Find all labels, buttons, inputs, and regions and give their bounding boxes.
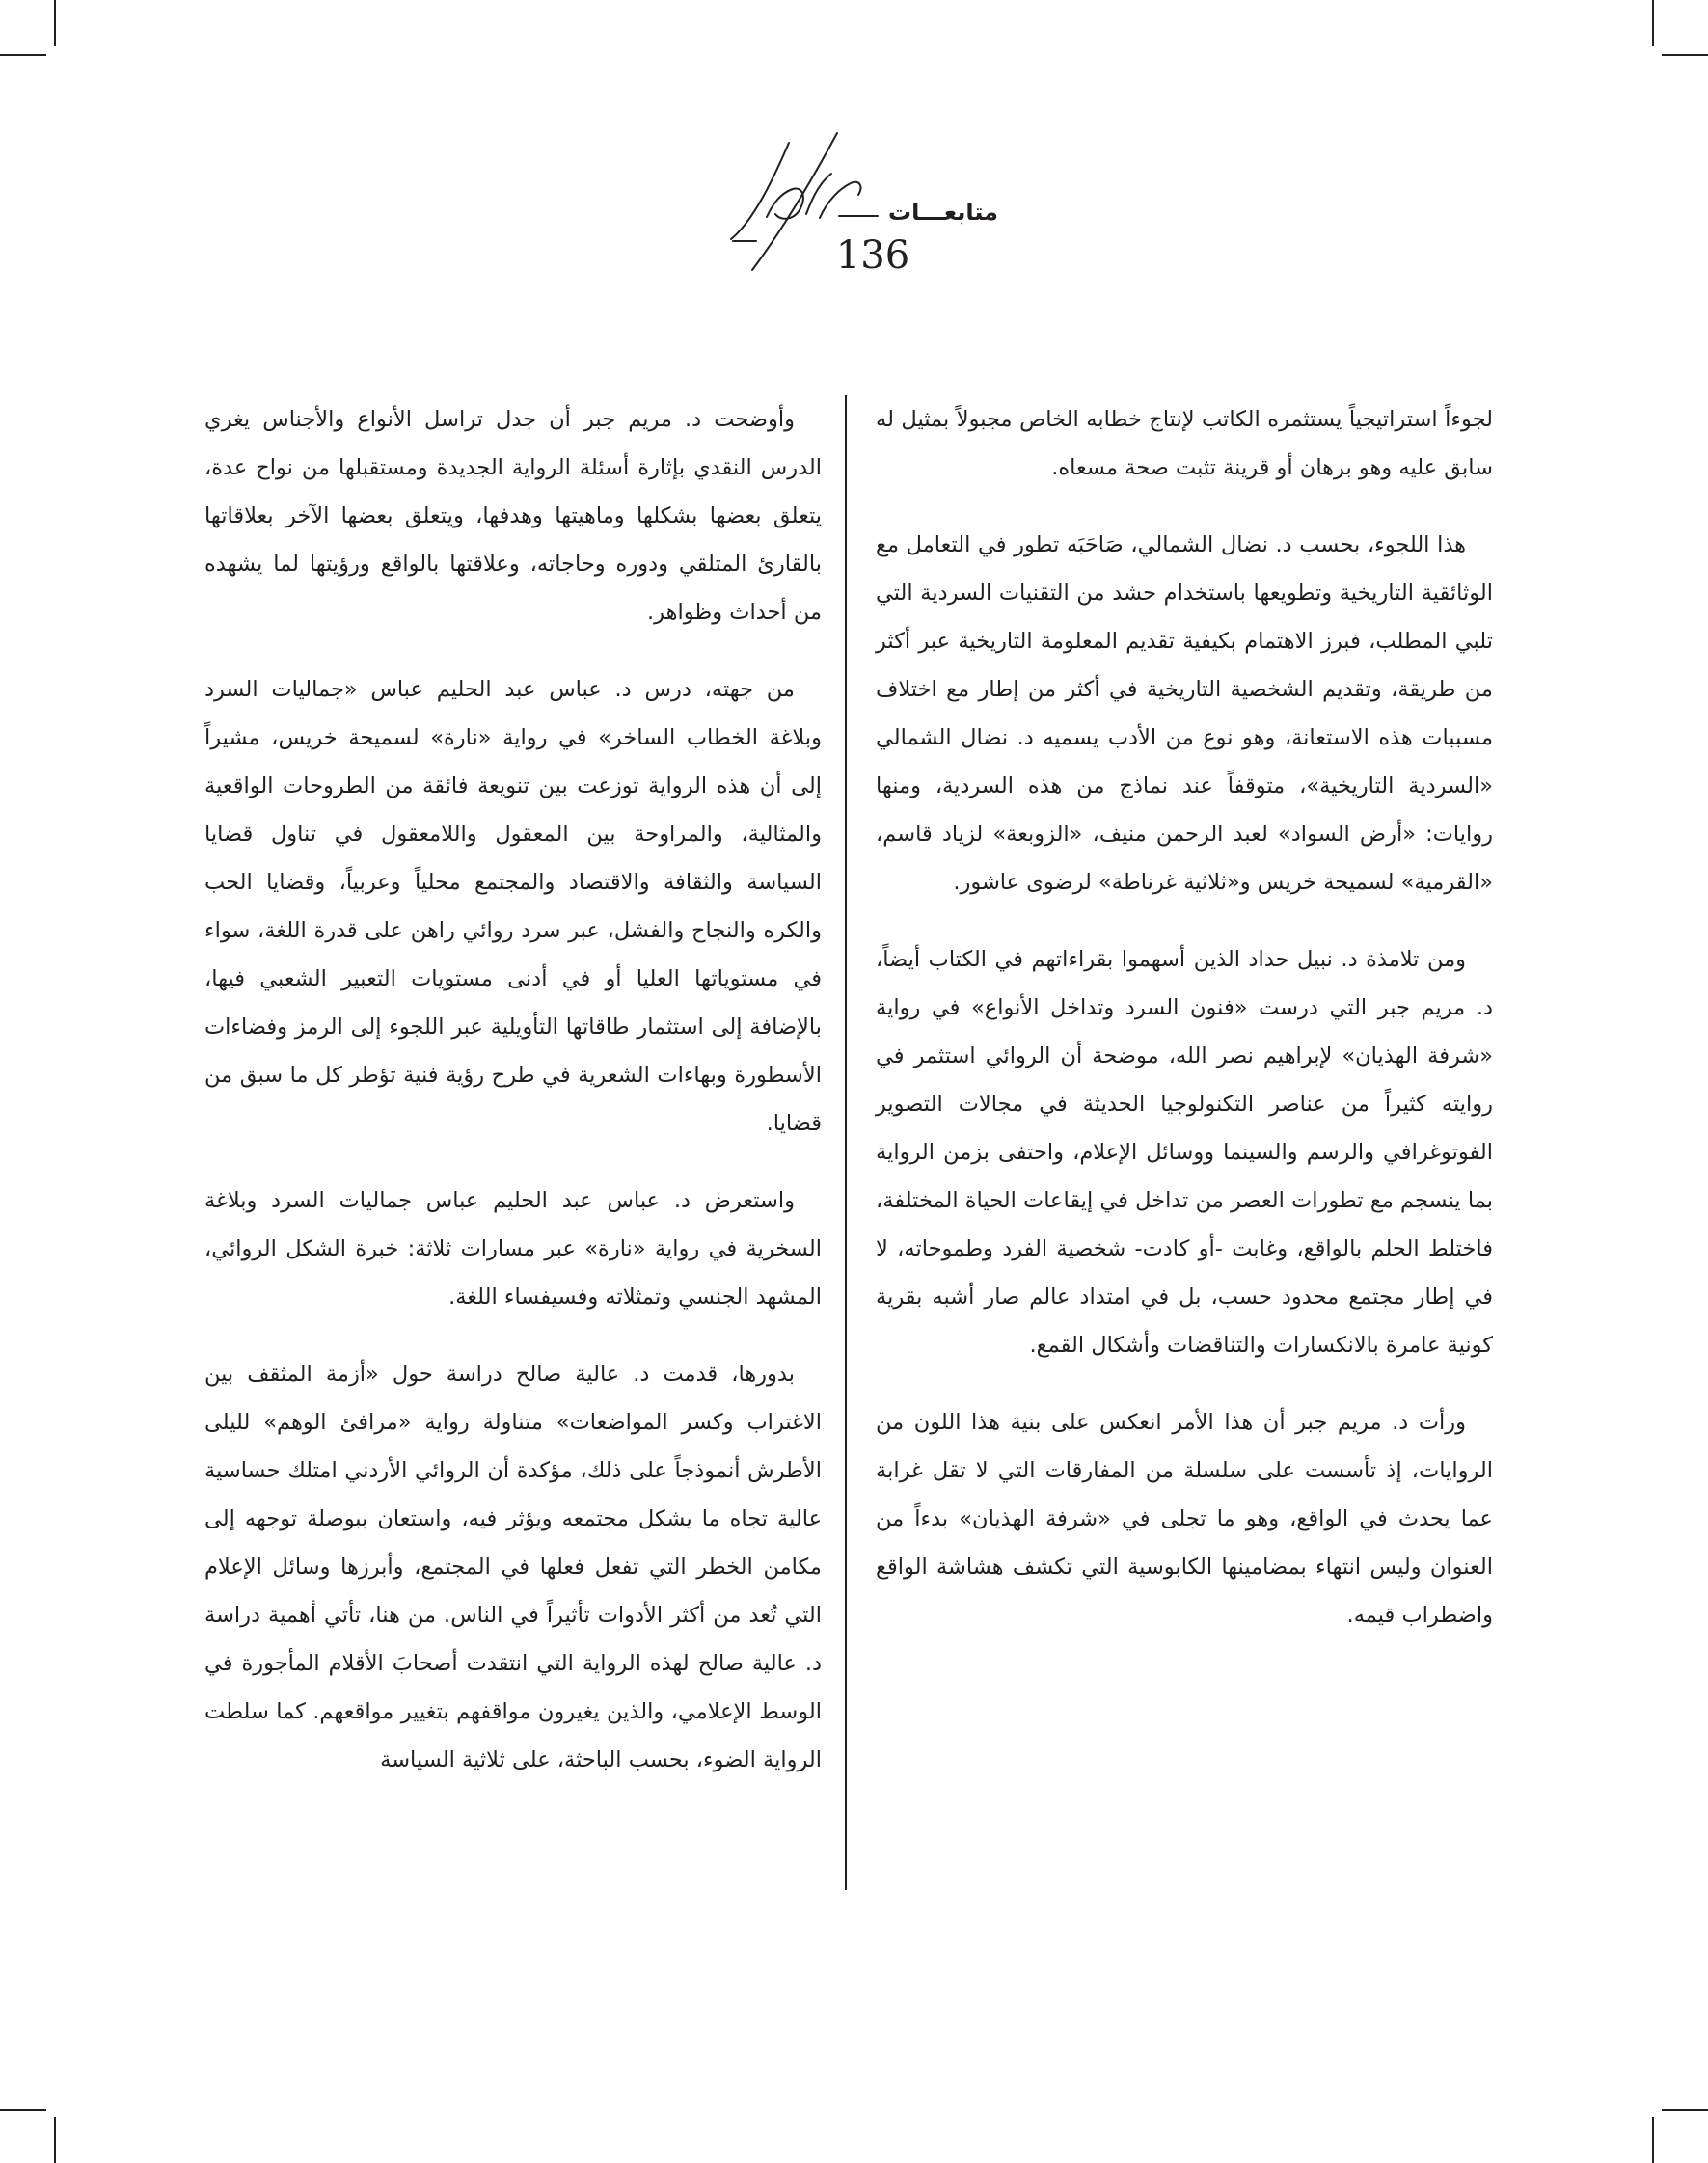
- page-number: 136: [835, 233, 910, 278]
- page-header: [694, 125, 1003, 289]
- crop-mark-bottom-right-h: [1662, 2109, 1708, 2111]
- crop-mark-top-right: [1652, 0, 1654, 46]
- paragraph: بدورها، قدمت د. عالية صالح دراسة حول «أزمة المثقف بين الاغتراب وكسر المواضعات» متناولة رواية «مرافئ الوهم» لليلى الأطرش أنموذجاً على ذلك، مؤكدة أن الروائي الأردني امتلك حساسية عالية تجاه ما يشكل مجتمعه ويؤثر فيه، واستعان ببوصلة توجهه إلى مكامن الخطر التي تفعل فعلها في المجتمع، وأبرزها وسائل الإعلام التي تُعد من أكثر الأدوات تأثيراً في الناس. من هنا، تأتي أهمية دراسة د. عالية صالح لهذه الرواية التي انتقدت أصحابَ الأقلام المأجورة في الوسط الإعلامي، والذين يغيرون مواقفهم بتغيير مواقعهم. كما سلطت الرواية الضوء، بحسب الباحثة، على ثلاثية السياسة: [204, 1362, 822, 1772]
- paragraph: وأوضحت د. مريم جبر أن جدل تراسل الأنواع والأجناس يغري الدرس النقدي بإثارة أسئلة الرواية الجديدة ومستقبلها من نواح عدة، يتعلق بعضها بشكلها وماهيتها وهدفها، ويتعلق بعضها الآخر بعلاقاتها بالقارئ المتلقي ودوره وحاجاته، وعلاقتها بالواقع ورؤيتها لما يشهده من أحداث وظواهر.: [204, 407, 822, 625]
- paragraph: لجوءاً استراتيجياً يستثمره الكاتب لإنتاج خطابه الخاص مجبولاً بمثيل له سابق عليه وهو برهان أو قرينة تثبت صحة مسعاه.: [876, 407, 1493, 480]
- crop-mark-top-right-h: [1662, 54, 1708, 56]
- text-column-right: [876, 395, 1493, 1668]
- crop-mark-bottom-left: [54, 2117, 56, 2163]
- column-divider: [845, 395, 847, 1890]
- section-label: متابعـــات: [888, 199, 998, 226]
- crop-mark-bottom-right: [1652, 2117, 1654, 2163]
- paragraph: هذا اللجوء، بحسب د. نضال الشمالي، صَاحَبَه تطور في التعامل مع الوثائقية التاريخية وتطويعها باستخدام حشد من التقنيات السردية التي تلبي المطلب، فبرز الاهتمام بكيفية تقديم المعلومة التاريخية عبر أكثر من طريقة، وتقديم الشخصية التاريخية في أكثر من إطار مع اختلاف مسببات هذه الاستعانة، وهو نوع من الأدب يسميه د. نضال الشمالي «السردية التاريخية»، متوقفاً عند نماذج من هذه السردية، ومنها روايات: «أرض السواد» لعبد الرحمن منيف، «الزوبعة» لزياد قاسم، «القرمية» لسميحة خريس و«ثلاثية غرناطة» لرضوى عاشور.: [876, 532, 1493, 895]
- paragraph: من جهته، درس د. عباس عبد الحليم عباس «جماليات السرد وبلاغة الخطاب الساخر» في رواية «نارة» لسميحة خريس، مشيراً إلى أن هذه الرواية توزعت بين تنويعة فائقة من الطروحات الواقعية والمثالية، والمراوحة بين المعقول واللامعقول في تناول قضايا السياسة والثقافة والاقتصاد والمجتمع محلياً وعربياً، وقضايا الحب والكره والنجاح والفشل، عبر سرد روائي راهن على قدرة اللغة، سواء في مستوياتها العليا أو في أدنى مستويات التعبير الشعبي فيها، بالإضافة إلى استثمار طاقاتها التأويلية عبر اللجوء إلى الرمز وفضاءات الأسطورة وبهاءات الشعرية في طرح رؤية فنية تؤطر كل ما سبق من قضايا.: [204, 677, 822, 1136]
- crop-mark-top-left: [54, 0, 56, 46]
- paragraph: ومن تلامذة د. نبيل حداد الذين أسهموا بقراءاتهم في الكتاب أيضاً، د. مريم جبر التي درست «فنون السرد وتداخل الأنواع» في رواية «شرفة الهذيان» لإبراهيم نصر الله، موضحة أن الروائي استثمر في روايته كثيراً من عناصر التكنولوجيا الحديثة في مجالات التصوير الفوتوغرافي والرسم والسينما ووسائل الإعلام، واحتفى بزمن الرواية بما ينسجم مع تطورات العصر من تداخل في إيقاعات الحياة المختلفة، فاختلط الحلم بالواقع، وغابت -أو كادت- شخصية الفرد وطموحاته، لا في إطار مجتمع محدود حسب، بل في امتداد عالم صار أشبه بقرية كونية عامرة بالانكسارات والتناقضات وأشكال القمع.: [876, 947, 1493, 1358]
- crop-mark-bottom-left-h: [0, 2109, 46, 2111]
- paragraph: ورأت د. مريم جبر أن هذا الأمر انعكس على بنية هذا اللون من الروايات، إذ تأسست على سلسلة من المفارقات التي لا تقل غرابة عما يحدث في الواقع، وهو ما تجلى في «شرفة الهذيان» بدءاً من العنوان وليس انتهاء بمضامينها الكابوسية التي تكشف هشاشة الواقع واضطراب قيمه.: [876, 1410, 1493, 1628]
- text-column-left: [204, 395, 822, 1813]
- paragraph: واستعرض د. عباس عبد الحليم عباس جماليات السرد وبلاغة السخرية في رواية «نارة» عبر مسارات ثلاثة: خبرة الشكل الروائي، المشهد الجنسي وتمثلاته وفسيفساء اللغة.: [204, 1188, 822, 1310]
- crop-mark-top-left-h: [0, 54, 46, 56]
